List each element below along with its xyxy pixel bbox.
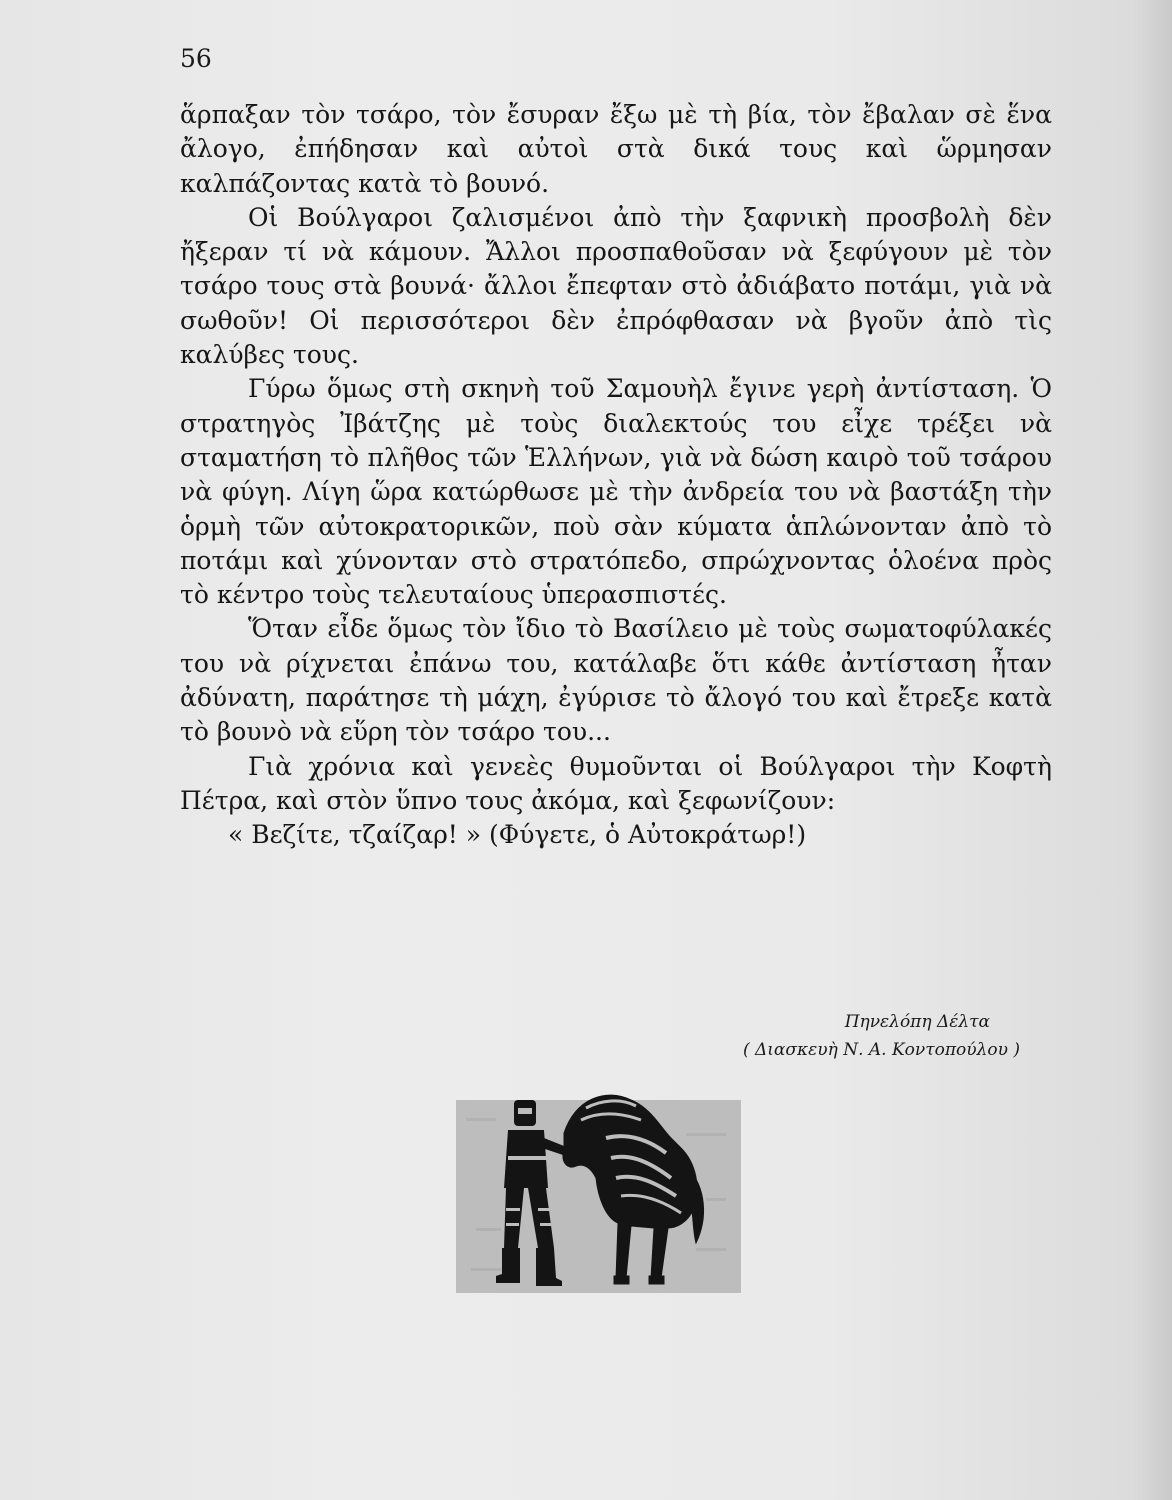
- quoted-exclamation: « Βεζίτε, τζαίζαρ! » (Φύγετε, ὁ Αὐτοκράτωρ!): [228, 820, 807, 850]
- page-edge-shadow: [1132, 0, 1172, 1500]
- signature-block: [660, 1008, 1020, 1064]
- woodcut-soldier-with-horse-icon: [456, 1078, 741, 1293]
- page-number: 56: [180, 44, 212, 73]
- paragraph-3: Γύρω ὅμως στὴ σκηνὴ τοῦ Σαμουὴλ ἔγινε γερὴ ἀντίσταση. Ὁ στρατηγὸς Ἰβάτζης μὲ τοὺς διαλεκτούς του εἶχε τρέξει νὰ σταματήση τὸ πλῆθος τῶν Ἑλλήνων, γιὰ νὰ δώση καιρὸ τοῦ τσάρου νὰ φύγη. Λίγη ὥρα κατώρθωσε μὲ τὴν ἀνδρεία του νὰ βαστάξη τὴν ὁρμὴ τῶν αὐτοκρατορικῶν, ποὺ σὰν κύματα ἁπλώνονταν ἀπὸ τὸ ποτάμι καὶ χύνονταν στὸ στρατόπεδο, σπρώχνοντας ὁλοένα πρὸς τὸ κέντρο τοὺς τελευταίους ὑπερασπιστές.: [180, 374, 1052, 610]
- main-text: [180, 98, 1052, 853]
- paragraph-5: Γιὰ χρόνια καὶ γενεὲς θυμοῦνται οἱ Βούλγαροι τὴν Κοφτὴ Πέτρα, καὶ στὸν ὕπνο τους ἀκόμα, καὶ ξεφωνίζουν:: [180, 751, 1052, 815]
- paragraph-4: Ὅταν εἶδε ὅμως τὸν ἴδιο τὸ Βασίλειο μὲ τοὺς σωματοφύλακές του νὰ ρίχνεται ἐπάνω του, κατάλαβε ὅτι κάθε ἀντίσταση ἦταν ἀδύνατη, παράτησε τὴ μάχη, ἐγύρισε τὸ ἄλογό του καὶ ἔτρεξε κατὰ τὸ βουνὸ νὰ εὕρη τὸν τσάρο του...: [180, 614, 1052, 747]
- adaptation-credit: ( Διασκευὴ Ν. Α. Κοντοπούλου ): [742, 1040, 1020, 1060]
- author-name: Πηνελόπη Δέλτα: [844, 1012, 990, 1032]
- paragraph-1: ἅρπαξαν τὸν τσάρο, τὸν ἔσυραν ἔξω μὲ τὴ βία, τὸν ἔβαλαν σὲ ἕνα ἄλογο, ἐπήδησαν καὶ αὐτοὶ στὰ δικά τους καὶ ὥρμησαν καλπάζοντας κατὰ τὸ βουνό.: [180, 100, 1052, 198]
- paragraph-2: Οἱ Βούλγαροι ζαλισμένοι ἀπὸ τὴν ξαφνικὴ προσβολὴ δὲν ἤξεραν τί νὰ κάμουν. Ἄλλοι προσπαθοῦσαν νὰ ξεφύγουν μὲ τὸν τσάρο τους στὰ βουνά· ἄλλοι ἔπεφταν στὸ ἀδιάβατο ποτάμι, γιὰ νὰ σωθοῦν! Οἱ περισσότεροι δὲν ἐπρόφθασαν νὰ βγοῦν ἀπὸ τὶς καλύβες τους.: [180, 202, 1052, 370]
